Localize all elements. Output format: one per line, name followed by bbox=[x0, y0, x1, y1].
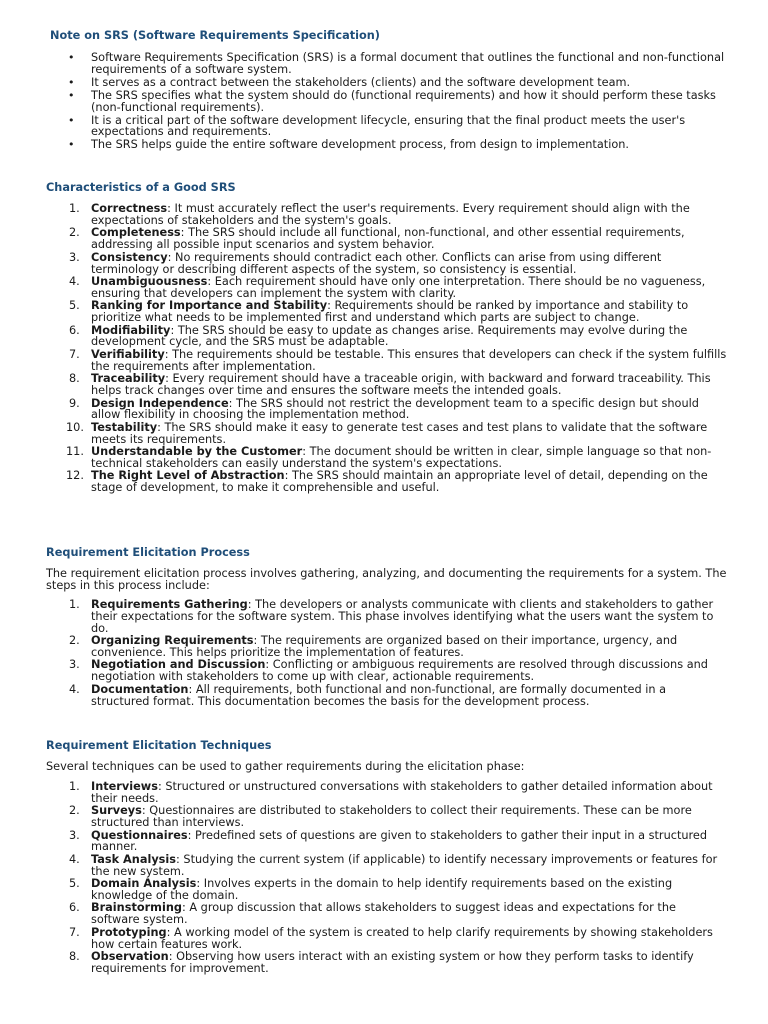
list-item: • The SRS helps guide the entire software development process, from design to implementation. bbox=[46, 139, 728, 151]
elicitation-techniques-list bbox=[46, 781, 728, 975]
elicitation-techniques-section bbox=[46, 761, 728, 975]
list-item: 7. Verifiability: The requirements should be testable. This ensures that developers can check if the system fulfills the requirements after implementation. bbox=[69, 347, 727, 373]
item-term: Interviews bbox=[91, 779, 158, 793]
list-item: 3. Negotiation and Discussion: Conflicting or ambiguous requirements are resolved through discussions and negotiation with stakeholders to come up with clear, actionable requirements. bbox=[69, 658, 708, 684]
item-term: Domain Analysis bbox=[91, 877, 197, 891]
item-term: Correctness bbox=[91, 202, 168, 215]
characteristics-list bbox=[46, 203, 728, 494]
item-term: Requirements Gathering bbox=[91, 597, 248, 611]
note-bullet-list bbox=[46, 52, 728, 151]
list-item: 6. Brainstorming: A group discussion that allows stakeholders to suggest ideas and expectations for the software system. bbox=[69, 901, 676, 927]
list-item: • The SRS specifies what the system should do (functional requirements) and how it should perform these tasks (non-functional requirements). bbox=[46, 90, 728, 114]
elicitation-process-heading: Requirement Elicitation Process bbox=[46, 546, 250, 559]
elicitation-process-section bbox=[46, 568, 728, 708]
list-item: 1. Interviews: Structured or unstructured conversations with stakeholders to gather detailed information about their needs. bbox=[69, 779, 713, 805]
list-item: 1. Requirements Gathering: The developers or analysts communicate with clients and stakeholders to gather their expectations for the software system. This phase involves identifying what the users want the system to do. bbox=[69, 597, 714, 635]
list-item: • Software Requirements Specification (SRS) is a formal document that outlines the functional and non-functional requirements of a software system. bbox=[46, 52, 728, 76]
list-item: 2. Organizing Requirements: The requirements are organized based on their importance, urgency, and convenience. This helps prioritize the implementation of features. bbox=[69, 634, 678, 659]
item-term: Verifiability bbox=[91, 347, 165, 361]
note-heading: Note on SRS (Software Requirements Specification) bbox=[50, 29, 380, 42]
characteristics-section bbox=[46, 203, 728, 495]
note-section bbox=[46, 52, 728, 152]
item-term: Completeness bbox=[91, 226, 181, 240]
list-item: 4. Task Analysis: Studying the current system (if applicable) to identify necessary improvements or features for the new system. bbox=[69, 852, 718, 878]
item-term: Consistency bbox=[91, 250, 168, 264]
item-term: Design Independence bbox=[91, 396, 229, 410]
list-item: 8. Traceability: Every requirement should have a traceable origin, with backward and forward traceability. This helps track changes over time and ensures the software meets the intended goals. bbox=[69, 372, 711, 398]
item-term: Questionnaires bbox=[91, 828, 188, 842]
item-term: Testability bbox=[91, 420, 158, 434]
elicitation-techniques-heading: Requirement Elicitation Techniques bbox=[46, 739, 272, 752]
item-term: Understandable by the Customer bbox=[91, 445, 303, 459]
elicitation-techniques-intro: Several techniques can be used to gather requirements during the elicitation phase: bbox=[46, 760, 525, 773]
list-item: 3. Consistency: No requirements should contradict each other. Conflicts can arise from using different terminology or describing different aspects of the system, so consistency is essential. bbox=[69, 250, 662, 276]
list-item: • It serves as a contract between the stakeholders (clients) and the software development team. bbox=[46, 77, 728, 89]
list-item: 11. Understandable by the Customer: The document should be written in clear, simple language so that non-technical stakeholders can easily understand the system's expectations. bbox=[66, 445, 712, 471]
item-term: Modifiability bbox=[91, 323, 171, 337]
list-item: 3. Questionnaires: Predefined sets of questions are given to stakeholders to gather their input in a structured manner. bbox=[69, 828, 708, 854]
list-item: 6. Modifiability: The SRS should be easy to update as changes arise. Requirements may evolve during the development cycle, and the SRS must be adaptable. bbox=[69, 323, 688, 349]
list-item: 2. Completeness: The SRS should include all functional, non-functional, and other essential requirements, addressing all possible input scenarios and system behavior. bbox=[69, 226, 685, 252]
elicitation-process-intro: The requirement elicitation process involves gathering, analyzing, and documenting the requirements for a system. The steps in this process include: bbox=[46, 567, 727, 592]
item-term: Traceability bbox=[91, 372, 166, 386]
list-item: 5. Domain Analysis: Involves experts in the domain to help identify requirements based on the existing knowledge of the domain. bbox=[69, 877, 673, 903]
item-term: Negotiation and Discussion bbox=[91, 658, 266, 672]
list-item: 10. Testability: The SRS should make it easy to generate test cases and test plans to validate that the software meets its requirements. bbox=[66, 420, 708, 446]
list-item: 9. Design Independence: The SRS should not restrict the development team to a specific design but should allow flexibility in choosing the implementation method. bbox=[69, 396, 699, 422]
list-item: 8. Observation: Observing how users interact with an existing system or how they perform tasks to identify requirements for improvement. bbox=[69, 950, 694, 975]
item-term: Organizing Requirements bbox=[91, 634, 254, 648]
item-term: Task Analysis bbox=[91, 852, 177, 866]
item-term: Brainstorming bbox=[91, 901, 182, 915]
item-term: Documentation bbox=[91, 682, 189, 696]
list-item: • It is a critical part of the software development lifecycle, ensuring that the final product meets the user's expectations and requirements. bbox=[46, 115, 728, 139]
list-item: 7. Prototyping: A working model of the system is created to help clarify requirements by showing stakeholders how certain features work. bbox=[69, 925, 713, 951]
item-term: Observation bbox=[91, 950, 169, 964]
list-item: 5. Ranking for Importance and Stability: Requirements should be ranked by importance and stability to prioritize what needs to be implemented first and understand which parts are subject to change. bbox=[69, 299, 689, 325]
item-term: Ranking for Importance and Stability bbox=[91, 299, 328, 313]
item-term: Unambiguousness bbox=[91, 274, 208, 288]
item-term: The Right Level of Abstraction bbox=[91, 469, 285, 483]
characteristics-heading: Characteristics of a Good SRS bbox=[46, 181, 236, 194]
list-item: 4. Unambiguousness: Each requirement should have only one interpretation. There should be no vagueness, ensuring that developers can implement the system with clarity. bbox=[69, 274, 706, 300]
item-term: Prototyping bbox=[91, 925, 167, 939]
list-item: 2. Surveys: Questionnaires are distributed to stakeholders to collect their requirements. These can be more structured than interviews. bbox=[69, 804, 692, 830]
elicitation-process-list bbox=[46, 599, 728, 708]
item-term: Surveys bbox=[91, 804, 142, 818]
list-item: 1. Correctness: It must accurately reflect the user's requirements. Every requirement should align with the expectations of stakeholders and the system's goals. bbox=[69, 202, 690, 227]
list-item: 12. The Right Level of Abstraction: The SRS should maintain an appropriate level of detail, depending on the stage of development, to make it comprehensible and useful. bbox=[66, 469, 708, 495]
list-item: 4. Documentation: All requirements, both functional and non-functional, are formally documented in a structured format. This documentation becomes the basis for the development process. bbox=[69, 682, 667, 708]
